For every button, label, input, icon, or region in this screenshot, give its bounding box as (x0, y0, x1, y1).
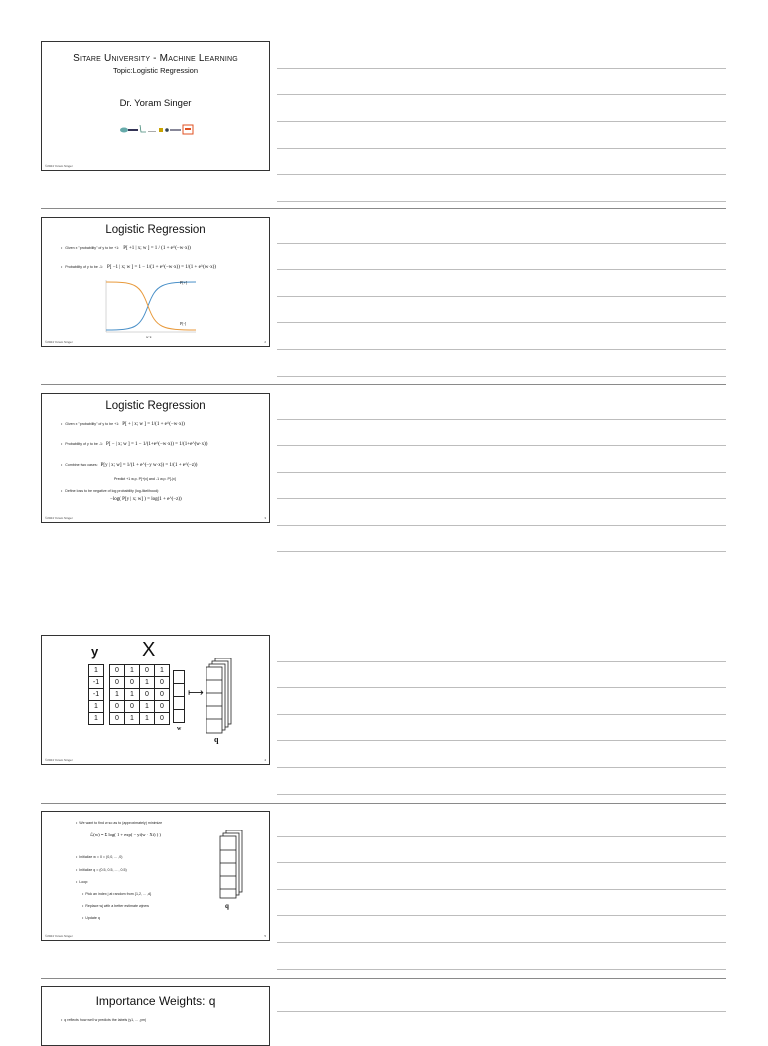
y-cell: 1 (89, 701, 104, 713)
slide-footer: ©2024 Yoram Singer (45, 516, 73, 520)
slide-title-heading: Sitare University - Machine Learning (73, 53, 238, 64)
bullet-loop: • Loop: (76, 880, 88, 884)
x-cell: 1 (140, 701, 155, 713)
bullet-prob-negative (61, 265, 216, 270)
bullet-prob-positive (61, 422, 185, 427)
x-cell: 1 (140, 677, 155, 689)
math-formula: P[ − | x; w ] = 1 − 1/(1+e^(−w·x)) = 1/(1+e^(w·x)) (106, 442, 208, 447)
slide-logistic-regression-2 (41, 393, 270, 523)
y-vector (88, 664, 104, 725)
bullet-text: Given x "probability" of y to be +1: (65, 422, 120, 426)
slide-footer: ©2024 Yoram Singer (45, 758, 73, 762)
sigmoid-plot (100, 278, 200, 336)
bullet-text: Combine two cases: (65, 463, 98, 467)
q-label: q (225, 902, 229, 910)
slide-footer: ©2024 Yoram Singer (45, 164, 73, 168)
w-label: w (177, 726, 182, 732)
q-stack (206, 658, 234, 734)
q-label: q (214, 735, 219, 744)
slide-topic: Topic:Logistic Regression (112, 66, 199, 75)
math-formula: P[ +1 | x; w ] = 1 / (1 + e^(−w·x)) (123, 246, 191, 251)
x-cell: 0 (110, 701, 125, 713)
x-cell: 0 (155, 677, 170, 689)
loss-formula: −log( P[y | x; w] ) = log(1 + e^(−z)) (110, 497, 182, 502)
x-cell: 0 (125, 677, 140, 689)
bullet-prob-negative (61, 442, 207, 447)
curve-label-positive: P[+] (180, 280, 188, 285)
slide-algorithm (41, 811, 270, 941)
slide-data-matrix (41, 635, 270, 765)
bullet-replace: • Replace wj with a better estimate wjnew (82, 904, 149, 908)
bullet-init-w: • Initialize w = 0 = (0,0, ... ,0) (76, 855, 122, 859)
math-formula: P[y | x; w] = 1/(1 + e^(−y w·x)) = 1/(1 + e^(−z)) (100, 463, 198, 468)
slide-title (41, 41, 270, 171)
x-cell: 0 (155, 713, 170, 725)
w-vector (173, 670, 185, 723)
x-cell: 1 (125, 665, 140, 677)
y-cell: -1 (89, 677, 104, 689)
page-number: 3 (264, 516, 266, 520)
x-cell: 1 (155, 665, 170, 677)
x-cell: 0 (140, 665, 155, 677)
x-cell: 0 (140, 689, 155, 701)
slide-footer: ©2024 Yoram Singer (45, 934, 73, 938)
x-cell: 1 (125, 689, 140, 701)
page-number: 5 (264, 934, 266, 938)
x-matrix (109, 664, 170, 725)
bullet-init-q: • Initialize q = (0.5, 0.5, ... , 0.5) (76, 868, 127, 872)
logo-strip (119, 122, 195, 134)
bullet-objective: • We want to find w so as to (approximately) minimize (76, 821, 162, 825)
objective-formula: ℒ(w) = Σ log( 1 + exp( − yi(w · Xi) ) ) (90, 832, 161, 837)
x-cell: 0 (110, 677, 125, 689)
y-cell: -1 (89, 689, 104, 701)
y-cell: 1 (89, 665, 104, 677)
y-label: y (91, 644, 99, 659)
x-axis-label: w·x (146, 335, 152, 339)
bullet-update-q: • Update q (82, 916, 100, 920)
bullet-text: Given x "probability" of y to be +1: (65, 246, 120, 250)
page-number: 4 (264, 758, 266, 762)
bullet-combine (61, 463, 197, 468)
slide-logistic-regression-1 (41, 217, 270, 347)
bullet-q-reflects: • q reflects how well w predicts the labels (y1, ... ,ym) (61, 1018, 146, 1022)
x-cell: 1 (110, 689, 125, 701)
x-cell: 1 (125, 713, 140, 725)
bullet-loss (61, 489, 159, 493)
predict-note: Predict +1 w.p. P[+|x] and -1 w.p. P[-|x] (114, 477, 176, 481)
slide-heading: Logistic Regression (105, 224, 206, 236)
math-formula: P[ −1 | x; w ] = 1 − 1/(1 + e^(−w·x)) = 1/(1 + e^(w·x)) (107, 265, 216, 270)
math-formula: P[ + | x; w ] = 1/(1 + e^(−w·x)) (122, 422, 185, 427)
bullet-pick-index: • Pick an index j at random from {1,2, ... ,d} (82, 892, 151, 896)
bullet-prob-positive (61, 246, 191, 251)
x-cell: 0 (110, 665, 125, 677)
curve-label-negative: P[-] (180, 321, 187, 326)
bullet-text: Define loss to be negative of log probability (log-likelihood): (65, 489, 160, 493)
x-cell: 0 (125, 701, 140, 713)
slide-heading: Logistic Regression (105, 400, 206, 412)
slide-heading: Importance Weights: q (95, 994, 216, 1008)
page-number: 2 (264, 340, 266, 344)
x-label: X (142, 639, 156, 661)
x-cell: 0 (155, 689, 170, 701)
bullet-text: Probability of y to be -1: (65, 442, 104, 446)
x-cell: 1 (140, 713, 155, 725)
slide-footer: ©2024 Yoram Singer (45, 340, 73, 344)
bullet-text: Probability of y to be -1: (65, 265, 104, 269)
x-cell: 0 (155, 701, 170, 713)
q-stack (218, 830, 244, 902)
slide-author: Dr. Yoram Singer (119, 98, 192, 109)
maps-to-arrow: ⟼ (188, 687, 204, 699)
y-cell: 1 (89, 713, 104, 725)
slide-importance-weights (41, 986, 270, 1046)
x-cell: 0 (110, 713, 125, 725)
